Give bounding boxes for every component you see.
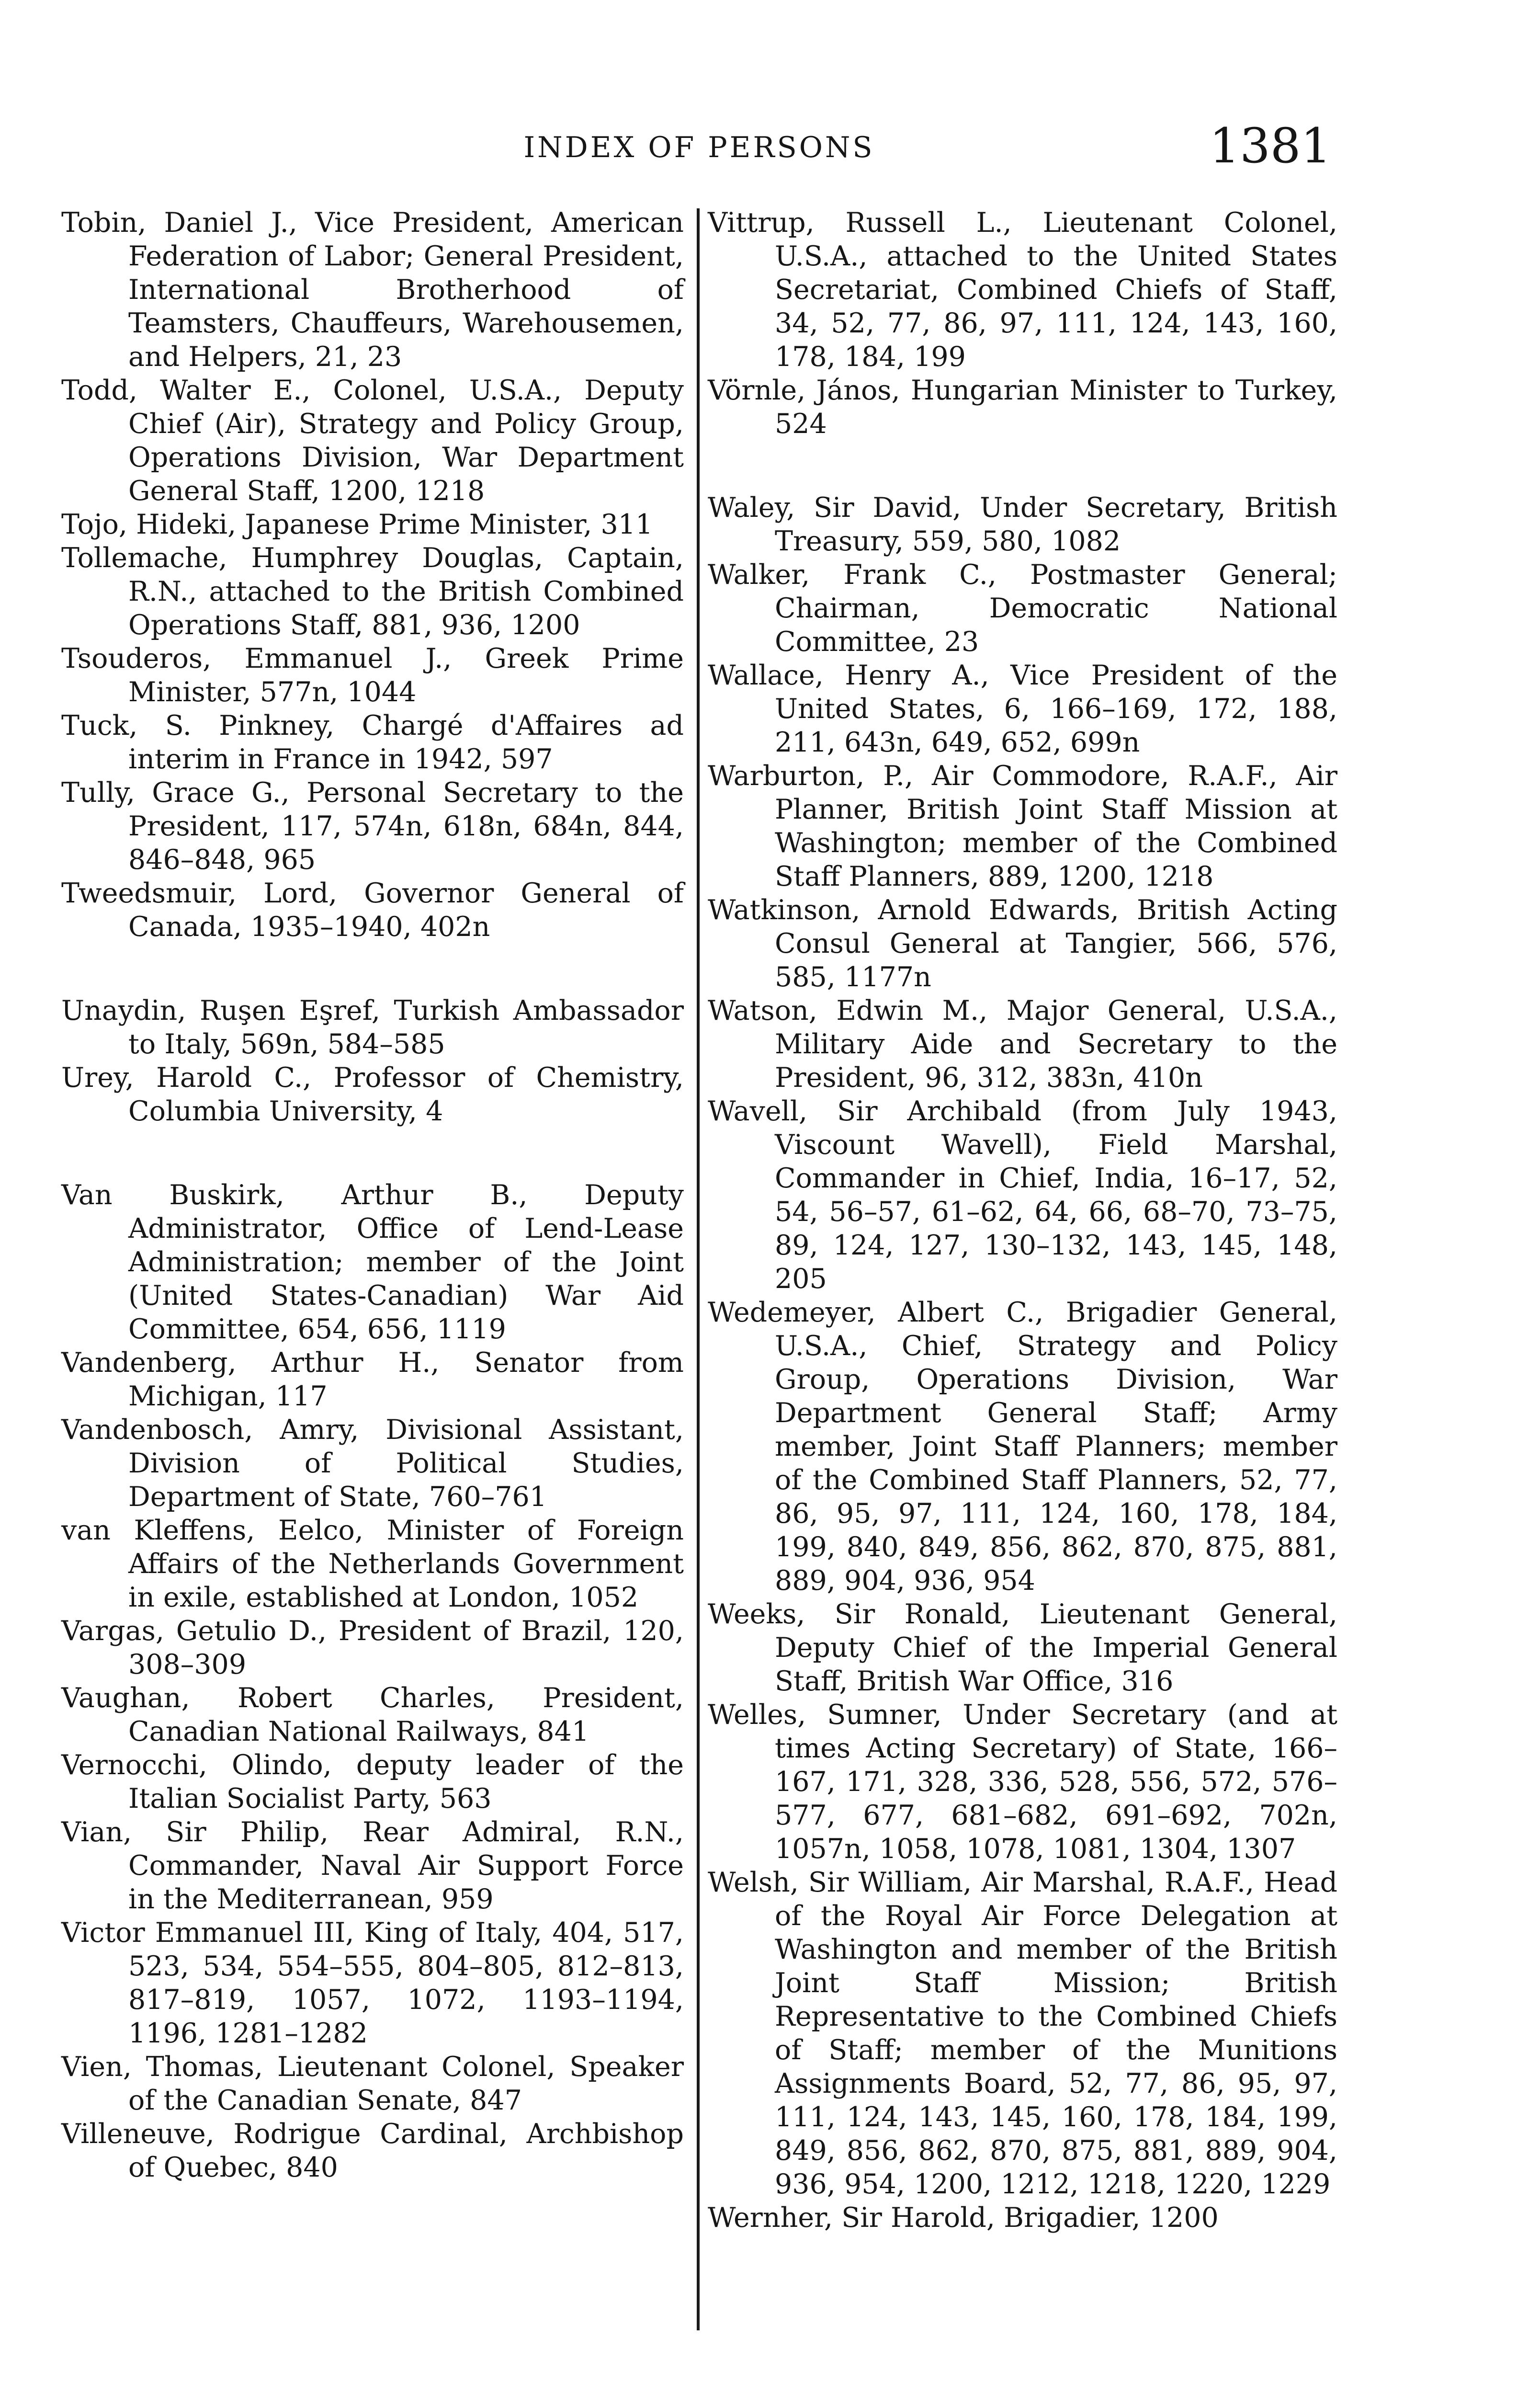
index-column-left [61, 206, 684, 2184]
index-entry: Vittrup, Russell L., Lieutenant Colonel, U.S.A., attached to the United States Secretariat, Combined Chiefs of Staff, 34, 52, 77, 86, 97, 111, 124, 143, 160, 178, 184, 199 [708, 207, 1337, 373]
index-entry: Vandenbosch, Amry, Divisional Assistant, Division of Political Studies, Department of State, 760–761 [61, 1414, 684, 1513]
index-entry: van Kleffens, Eelco, Minister of Foreign Affairs of the Netherlands Government in exile, established at London, 1052 [61, 1515, 684, 1613]
index-entry: Walker, Frank C., Postmaster General; Chairman, Democratic National Committee, 23 [708, 559, 1337, 658]
index-entry: Watson, Edwin M., Major General, U.S.A., Military Aide and Secretary to the President, 96, 312, 383n, 410n [708, 995, 1337, 1094]
running-title: INDEX OF PERSONS [523, 131, 875, 164]
index-entry: Wavell, Sir Archibald (from July 1943, Viscount Wavell), Field Marshal, Commander in Chief, India, 16–17, 52, 54, 56–57, 61–62, 64, 66, 68–70, 73–75, 89, 124, 127, 130–132, 143, 145, 148, 205 [708, 1095, 1337, 1295]
index-entry: Welsh, Sir William, Air Marshal, R.A.F., Head of the Royal Air Force Delegation at Washington and member of the British Joint Staff Mission; British Representative to the Combined Chiefs of Staff; member of the Munitions Assignments Board, 52, 77, 86, 95, 97, 111, 124, 143, 145, 160, 178, 184, 199, 849, 856, 862, 870, 875, 881, 889, 904, 936, 954, 1200, 1212, 1218, 1220, 1229 [708, 1867, 1337, 2200]
index-entry: Wallace, Henry A., Vice President of the United States, 6, 166–169, 172, 188, 211, 643n, 649, 652, 699n [708, 660, 1337, 758]
index-entry: Vernocchi, Olindo, deputy leader of the Italian Socialist Party, 563 [61, 1749, 684, 1814]
index-entry: Tollemache, Humphrey Douglas, Captain, R.N., attached to the British Combined Operations Staff, 881, 936, 1200 [61, 542, 684, 641]
index-entry: Tweedsmuir, Lord, Governor General of Canada, 1935–1940, 402n [61, 878, 684, 943]
index-entry: Urey, Harold C., Professor of Chemistry, Columbia University, 4 [61, 1062, 684, 1127]
index-entry: Tobin, Daniel J., Vice President, American Federation of Labor; General President, International Brotherhood of Teamsters, Chauffeurs, Warehousemen, and Helpers, 21, 23 [61, 207, 684, 373]
index-entry: Vian, Sir Philip, Rear Admiral, R.N., Commander, Naval Air Support Force in the Mediterranean, 959 [61, 1816, 684, 1915]
index-entry: Wedemeyer, Albert C., Brigadier General, U.S.A., Chief, Strategy and Policy Group, Operations Division, War Department General Staff; Army member, Joint Staff Planners; member of the Combined Staff Planners, 52, 77, 86, 95, 97, 111, 124, 160, 178, 184, 199, 840, 849, 856, 862, 870, 875, 881, 889, 904, 936, 954 [708, 1297, 1337, 1597]
index-entry: Tuck, S. Pinkney, Chargé d'Affaires ad interim in France in 1942, 597 [61, 710, 684, 775]
index-entry: Vargas, Getulio D., President of Brazil, 120, 308–309 [61, 1615, 684, 1680]
index-entry: Unaydin, Ruşen Eşref, Turkish Ambassador to Italy, 569n, 584–585 [61, 995, 684, 1060]
index-entry: Van Buskirk, Arthur B., Deputy Administrator, Office of Lend-Lease Administration; member of the Joint (United States-Canadian) War Aid Committee, 654, 656, 1119 [61, 1179, 684, 1345]
index-entry: Victor Emmanuel III, King of Italy, 404, 517, 523, 534, 554–555, 804–805, 812–813, 817–819, 1057, 1072, 1193–1194, 1196, 1281–1282 [61, 1917, 684, 2049]
index-entry: Villeneuve, Rodrigue Cardinal, Archbishop of Quebec, 840 [61, 2118, 684, 2183]
index-entry: Wernher, Sir Harold, Brigadier, 1200 [708, 2202, 1219, 2234]
column-divider [697, 208, 700, 2330]
index-entry: Tojo, Hideki, Japanese Prime Minister, 311 [61, 509, 653, 540]
index-entry: Watkinson, Arnold Edwards, British Acting Consul General at Tangier, 566, 576, 585, 1177n [708, 894, 1337, 993]
index-entry: Vörnle, János, Hungarian Minister to Turkey, 524 [708, 375, 1337, 440]
index-entry: Vien, Thomas, Lieutenant Colonel, Speaker of the Canadian Senate, 847 [61, 2051, 684, 2116]
index-entry: Weeks, Sir Ronald, Lieutenant General, Deputy Chief of the Imperial General Staff, British War Office, 316 [708, 1598, 1337, 1697]
index-entry: Waley, Sir David, Under Secretary, British Treasury, 559, 580, 1082 [708, 492, 1337, 557]
index-entry: Tully, Grace G., Personal Secretary to the President, 117, 574n, 618n, 684n, 844, 846–848, 965 [61, 777, 684, 876]
index-entry: Vandenberg, Arthur H., Senator from Michigan, 117 [61, 1347, 684, 1412]
index-entry: Warburton, P., Air Commodore, R.A.F., Air Planner, British Joint Staff Mission at Washington; member of the Combined Staff Planners, 889, 1200, 1218 [708, 760, 1337, 892]
index-entry: Welles, Sumner, Under Secretary (and at times Acting Secretary) of State, 166–167, 171, 328, 336, 528, 556, 572, 576–577, 677, 681–682, 691–692, 702n, 1057n, 1058, 1078, 1081, 1304, 1307 [708, 1699, 1337, 1865]
index-entry: Todd, Walter E., Colonel, U.S.A., Deputy Chief (Air), Strategy and Policy Group, Operations Division, War Department General Staff, 1200, 1218 [61, 375, 684, 507]
index-entry: Vaughan, Robert Charles, President, Canadian National Railways, 841 [61, 1682, 684, 1747]
index-column-right [708, 206, 1337, 2235]
page-number: 1381 [1209, 118, 1331, 174]
index-entry: Tsouderos, Emmanuel J., Greek Prime Minister, 577n, 1044 [61, 643, 684, 708]
